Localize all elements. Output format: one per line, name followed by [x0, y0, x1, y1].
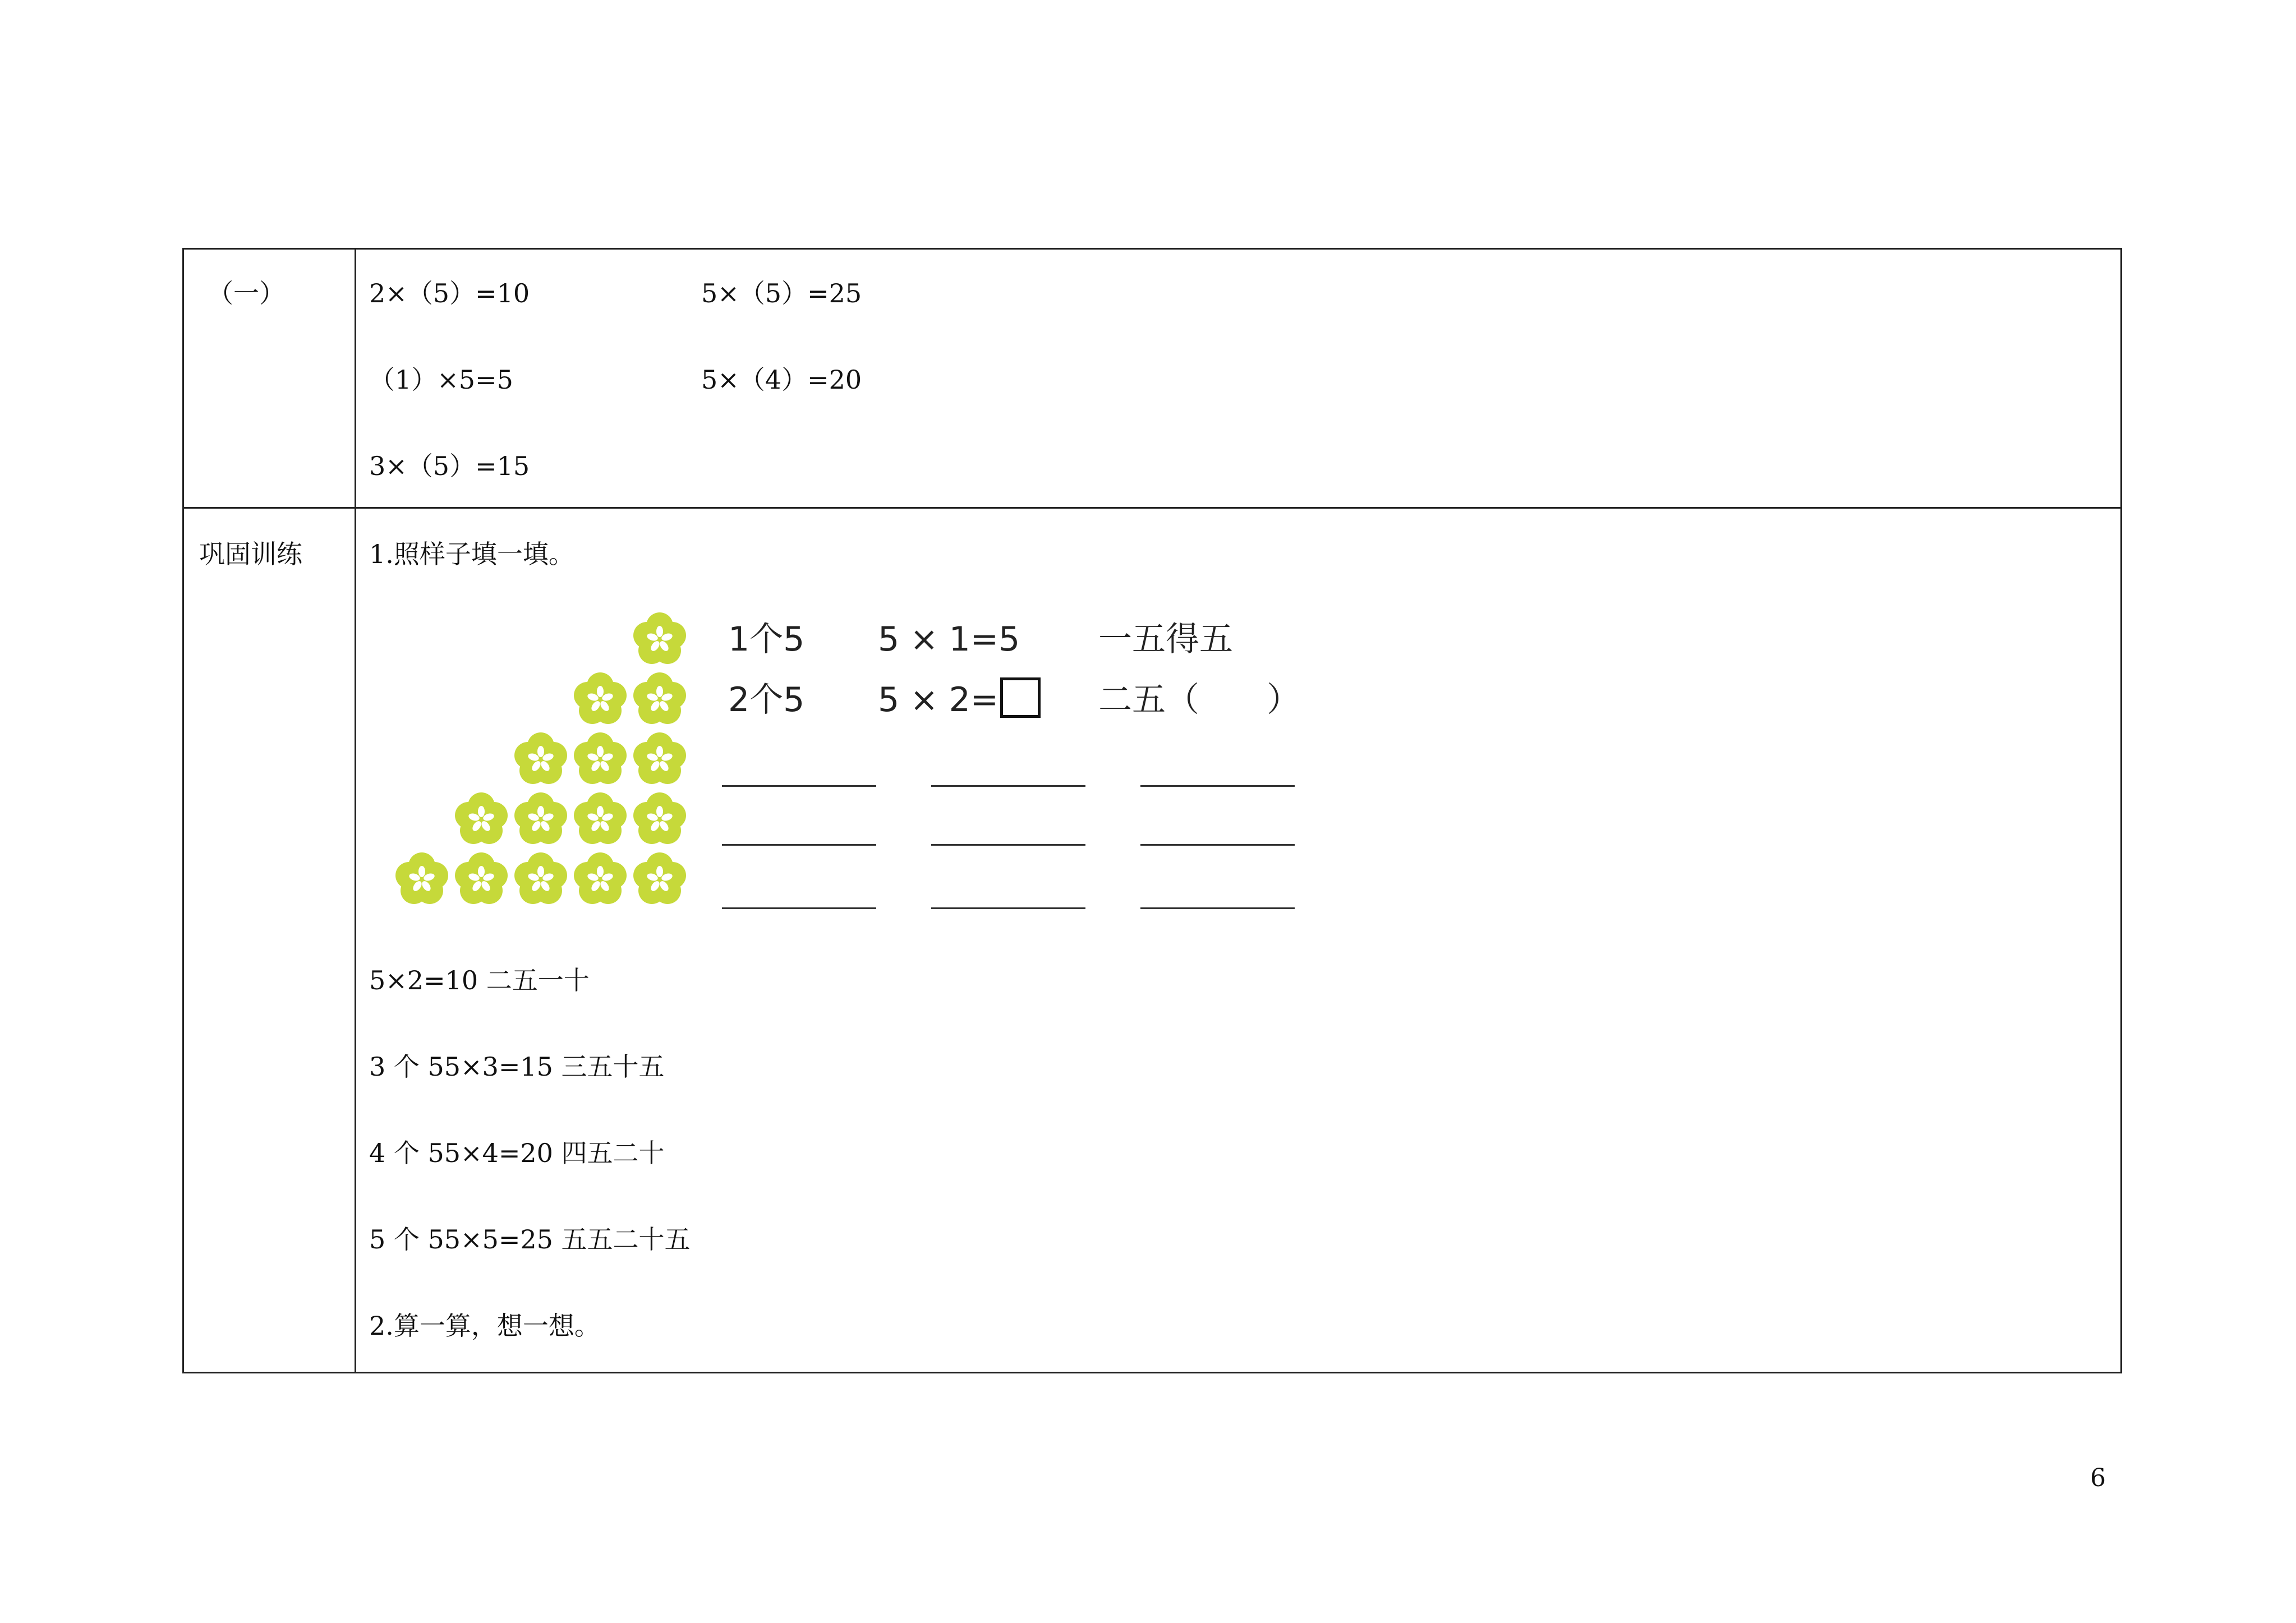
- flower-icon: [633, 732, 686, 784]
- answer-line-1b: 5×（5）=25: [701, 278, 862, 308]
- rhyme-2: 二五（ ）: [1098, 680, 1300, 720]
- answer-line-2b: 5×（4）=20: [701, 365, 862, 395]
- flower-icon: [633, 672, 686, 724]
- blank-line-r4-c1[interactable]: [722, 844, 876, 846]
- equation-1: 5 × 1=5: [878, 620, 1020, 659]
- answer-5x3: 3 个 55×3=15 三五十五: [369, 1052, 665, 1082]
- count-label-1: 1个5: [728, 620, 805, 659]
- row2-label: 巩固训练: [199, 539, 302, 569]
- flower-icon: [395, 852, 448, 904]
- flower-icon: [633, 612, 686, 664]
- flower-icon: [633, 792, 686, 844]
- blank-line-r5-c2[interactable]: [931, 907, 1085, 909]
- flower-icon: [574, 672, 627, 724]
- flower-figure: [381, 606, 1313, 925]
- flower-icon: [514, 732, 567, 784]
- blank-line-r3-c1[interactable]: [722, 785, 876, 787]
- flower-icon: [574, 732, 627, 784]
- rhyme-1: 一五得五: [1098, 620, 1233, 659]
- row1-label: （一）: [208, 278, 285, 308]
- question-2: 2.算一算，想一想。: [369, 1311, 600, 1341]
- flower-icon: [574, 792, 627, 844]
- flower-icon: [633, 852, 686, 904]
- answer-box[interactable]: [1000, 677, 1041, 718]
- answer-line-3a: 3×（5）=15: [369, 451, 530, 481]
- blank-line-r5-c3[interactable]: [1140, 907, 1295, 909]
- blank-line-r5-c1[interactable]: [722, 907, 876, 909]
- answer-5x4: 4 个 55×4=20 四五二十: [369, 1138, 665, 1168]
- answer-line-2a: （1）×5=5: [369, 365, 513, 395]
- column-divider: [355, 250, 356, 1372]
- answer-5x5: 5 个 55×5=25 五五二十五: [369, 1224, 691, 1255]
- flower-icon: [574, 852, 627, 904]
- blank-line-r3-c3[interactable]: [1140, 785, 1295, 787]
- answer-line-1a: 2×（5）=10: [369, 278, 530, 308]
- blank-line-r4-c2[interactable]: [931, 844, 1085, 846]
- flower-icon: [455, 792, 508, 844]
- flower-icon: [455, 852, 508, 904]
- row-divider: [184, 507, 2120, 509]
- page-number: 6: [2090, 1464, 2106, 1492]
- count-label-2: 2个5: [728, 680, 805, 720]
- blank-line-r3-c2[interactable]: [931, 785, 1085, 787]
- flower-icon: [514, 792, 567, 844]
- equation-2: 5 × 2=: [878, 680, 999, 720]
- question-1: 1.照样子填一填。: [369, 539, 574, 569]
- answer-5x2: 5×2=10 二五一十: [369, 965, 590, 995]
- flower-pyramid: [381, 606, 696, 925]
- blank-line-r4-c3[interactable]: [1140, 844, 1295, 846]
- flower-icon: [514, 852, 567, 904]
